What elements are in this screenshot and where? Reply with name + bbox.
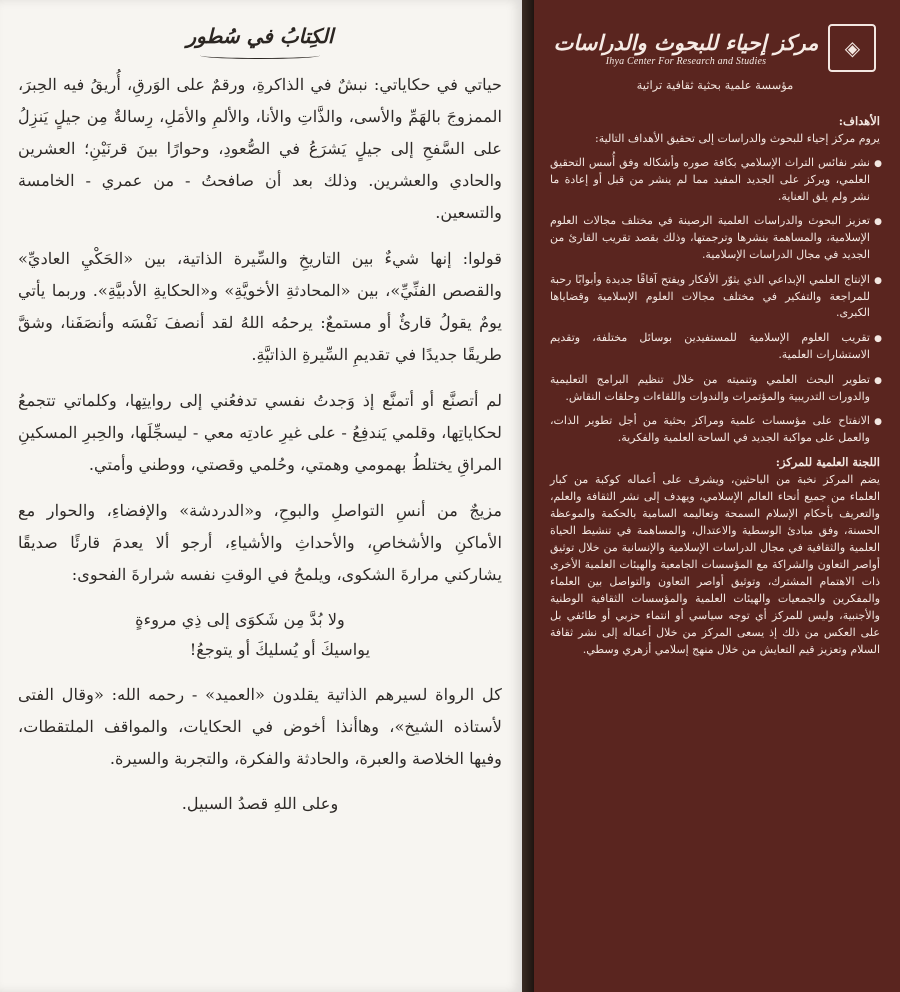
book-gutter [522, 0, 534, 992]
bullet-icon: ● [874, 275, 882, 286]
goal-item [550, 413, 880, 447]
goal-item [550, 272, 880, 322]
paragraph-4: مزيجٌ من أنسِ التواصلِ والبوحِ، و«الدردشة» والإفضاءِ، والحوار مع الأماكنِ والأشخاصِ، والأحداثِ والأشياءِ، أرجو ألا يعدمَ قارئًا صديقًا يشاركني مرارةَ الشكوى، ويلمحُ في الوقتِ نفسه شرارةَ الفحوى: [18, 501, 502, 584]
paragraph-1: حياتي في حكاياتي: نبشٌ في الذاكرةِ، ورقمٌ على الوَرقِ، أُريقُ فيه الحِبرَ، الممزوجَ بالهَمِّ والأسى، والذَّاتِ والأنا، والألمِ والأمَلِ، رِسالةٌ مِن جيلٍ يَنزِلُ على السَّفحِ إلى جيلٍ يَشرَعُ في الصُّعودِ، وحوارًا بينَ قرنَيْنِ؛ العشرين والحادي والعشرين. وذلك بعد أن صافحتُ - من عمري - الخامسة والتسعين. [18, 75, 502, 222]
title-ornament [200, 52, 320, 59]
goal-item [550, 213, 880, 263]
left-page-content [18, 24, 502, 974]
right-page [534, 0, 900, 992]
committee-text: يضم المركز نخبة من الباحثين، ويشرف على أعماله كوكبة من كبار العلماء من جميع أنحاء العالم الإسلامي، ويهدف إلى نشر الثقافة والعلم، والتعريف بأحكام الإسلام السمحة وتعاليمه السامية بالحكمة والموعظة الحسنة، وفق مبادئ الوسطية والاعتدال، والمساهمة في تنشيط الحياة العلمية والثقافية في مجال الدراسات الإسلامية والإنسانية من خلال توثيق أواصر التعاون والشراكة مع المؤسسات الجامعية والهيئات العلمية الأخرى ذات الاهتمام المشترك، وتوثيق أواصر التعاون والتواصل بين العلماء والمفكرين والجمعيات والهيئات العلمية والمؤسسات الثقافية الوطنية والأجنبية، وليس للمركز أي توجه سياسي أو انتماء حزبي أو طائفي بل على العكس من ذلك إذ يسعى المركز من خلال أعماله إلى نشر ثقافة السلام وتعزيز قيم التعايش من خلال منهج إسلامي أزهري وسطي. [550, 472, 880, 656]
book-emblem-glyph: ◈ [844, 36, 861, 60]
goals-intro: يروم مركز إحياء للبحوث والدراسات إلى تحقيق الأهداف التالية: [595, 132, 880, 145]
closing-line: وعلى اللهِ قصدُ السبيل. [181, 794, 339, 813]
tagline: مؤسسة علمية بحثية ثقافية تراثية [636, 78, 794, 92]
brand-block [554, 30, 819, 67]
book-emblem-icon [828, 24, 876, 72]
goals-heading: الأهداف: [838, 114, 880, 128]
goal-text: تقريب العلوم الإسلامية للمستفيدين بوسائل مختلفة، وتقديم الاستشارات العلمية. [550, 331, 870, 361]
paragraph-5: كل الرواة لسيرهم الذاتية يقلدون «العميد» - رحمه الله: «وقال الفتى لأستاذه الشيخ»، وهاأنذا أخوض في الحكايات، والمواقف الملتقطات، وفيها الخلاصة والعبرة، والحادثة والفكرة، والتجربة والسيرة. [18, 685, 502, 768]
goals-list [550, 155, 880, 447]
committee-heading: اللجنة العلمية للمركز: [775, 454, 880, 469]
bullet-icon: ● [874, 417, 882, 428]
goal-text: الانفتاح على مؤسسات علمية ومراكز بحثية من أجل تطوير الذات، والعمل على مواكبة الجديد في الساحة العلمية والفكرية. [550, 414, 870, 445]
verse-line-1: ولا بُدَّ مِن شَكوَى إلى ذِي مروءةٍ [135, 610, 345, 629]
bullet-icon: ● [874, 375, 882, 386]
goal-item [550, 330, 880, 364]
page-title: الكِتابُ في سُطور [186, 24, 334, 48]
goal-text: الإنتاج العلمي الإبداعي الذي يثوّر الأفكار ويفتح آفاقًا جديدة وأبوابًا رحبة للمراجعة والتفكير في مختلف مجالات العلوم الإسلامية وقضاياها الكبرى. [550, 272, 870, 320]
goal-text: تعزيز البحوث والدراسات العلمية الرصينة في مختلف مجالات العلوم الإسلامية، والمساهمة بنشرها وترجمتها، وذلك بقصد تقريب القارئ من الجديد في مجال الدراسات الإسلامية. [550, 214, 870, 261]
goal-item [550, 155, 880, 205]
bullet-icon: ● [874, 159, 882, 169]
paragraph-3: لم أتصنَّع أو أتمنَّع إذ وَجدتُ نفسي تدفعُني إلى روايتِها، وكلماتي تتجمعُ لحكاياتِها، وقلمي يَندفِعُ - على غيرِ عادتِه معي - ليسجِّلَها، والحِبرِ المسكينِ المراقِ يختلطُ بهمومي وهمتي، وحُلمي وقصتي، ووطني وأمتي. [18, 391, 502, 474]
logo-row [550, 24, 880, 72]
paragraph-2: قولوا: إنها شيءٌ بين التاريخِ والسِّيرة الذاتية، بين «الحَكْيِ العاديِّ» والقصص الفنِّيِّ»، بين «المحادثةِ الأخويَّةِ» و«الحكايةِ الأدبيَّةِ». وربما يأتي يومٌ يقولُ قارئٌ أو مستمعٌ: يرحمُه اللهُ لقد أنصفَ نَفْسَه وأنصَفَنا، وشقَّ طريقًا جديدًا في تقديمِ السِّيرةِ الذاتيَّةِ. [18, 249, 502, 364]
brand-name-arabic: مركز إحياء للبحوث والدراسات [553, 29, 819, 55]
goal-text: نشر نفائس التراث الإسلامي بكافة صوره وأشكاله وفق أُسس التحقيق العلمي، ويركز على الجديد المفيد مما لم ينشر من قبل أو إعادة ما نشر ولم يلق العناية. [550, 156, 870, 203]
verse-line-2: يواسيكَ أو يُسليكَ أو يتوجعُ! [189, 640, 371, 659]
right-page-content [550, 24, 880, 974]
goal-item [550, 372, 880, 406]
bullet-icon: ● [874, 334, 882, 345]
goal-text: تطوير البحث العلمي وتنميته من خلال تنظيم البرامج التعليمية والدورات التدريبية والمؤتمرات والندوات واللقاءات وحلقات النقاش. [550, 372, 870, 403]
bullet-icon: ● [874, 217, 882, 228]
brand-name-english: Ihya Center For Research and Studies [605, 55, 767, 67]
